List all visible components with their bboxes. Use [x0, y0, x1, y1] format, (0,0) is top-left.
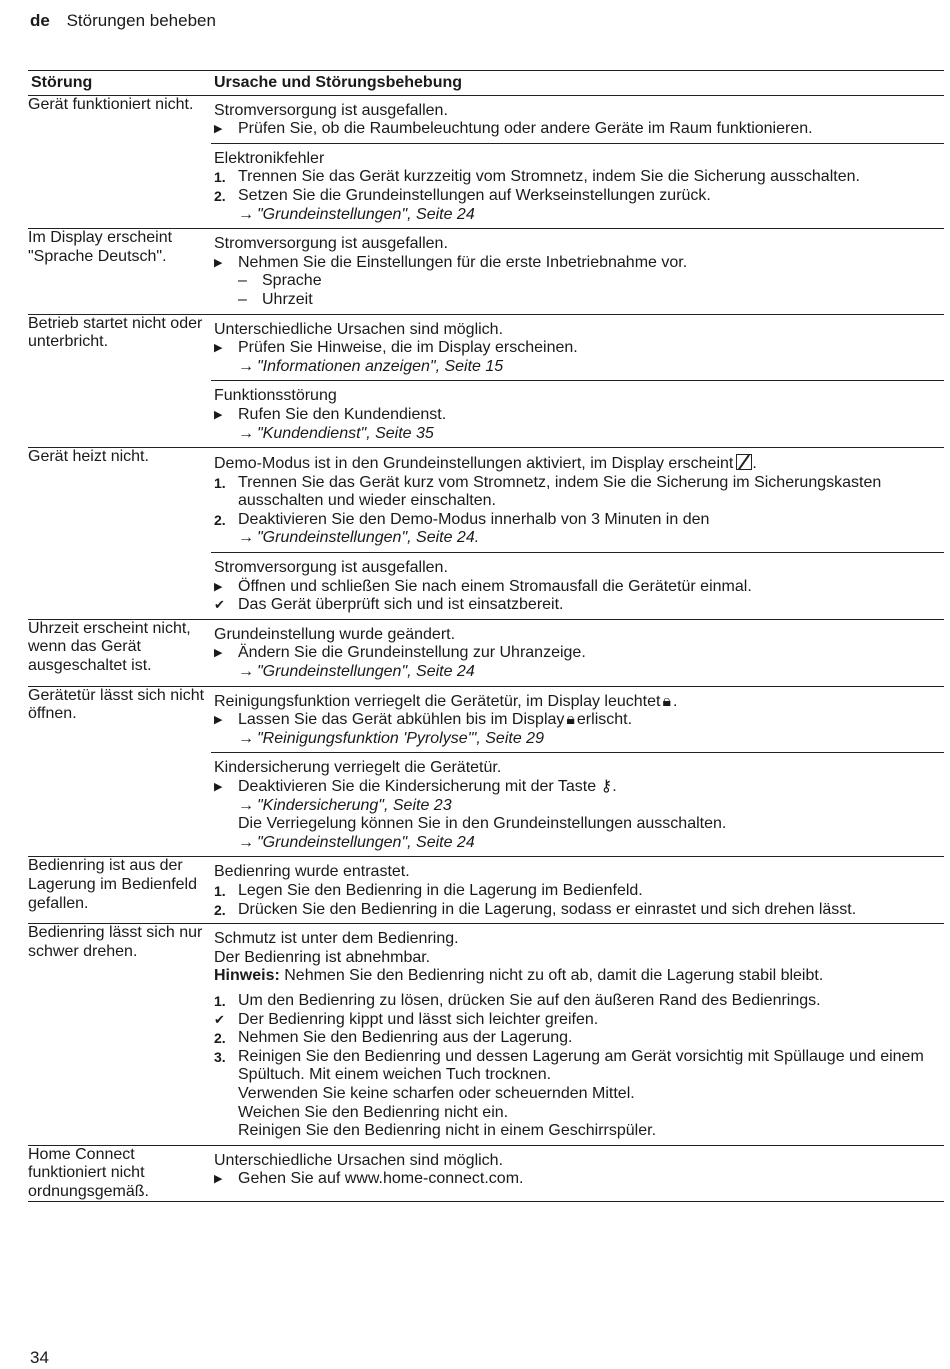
lock-icon: 🔒︎ — [566, 711, 575, 729]
item-text: Deaktivieren Sie den Demo-Modus innerhalb von 3 Minuten in den — [238, 510, 710, 528]
item-text: Deaktivieren Sie die Kindersicherung mit der Taste ⚷. — [238, 778, 617, 795]
page-header — [30, 11, 216, 31]
sub-item — [214, 291, 944, 310]
demo-mode-icon — [736, 454, 752, 470]
action-item — [214, 254, 944, 273]
column-header-fault: Störung — [28, 71, 211, 96]
cause-block — [211, 620, 944, 686]
fault-description: Bedienring ist aus der Lagerung im Bedienfeld gefallen. — [28, 857, 211, 924]
cause-block — [211, 552, 944, 619]
step-number: 1. — [214, 882, 226, 899]
hint-note — [214, 967, 944, 986]
item-text: Gehen Sie auf www.home-connect.com. — [238, 1170, 524, 1188]
cause-block — [211, 448, 944, 552]
action-item — [214, 406, 944, 425]
cause-text: Funktionsstörung — [214, 387, 337, 405]
item-text: Reinigen Sie den Bedienring und dessen Lagerung am Gerät vorsichtig mit Spüllauge und einem Spültuch. Mit einem weichen Tuch trocknen. — [238, 1047, 924, 1084]
table-row — [28, 924, 944, 1146]
action-item — [214, 339, 944, 358]
cause-and-remedy — [211, 314, 944, 448]
cross-reference — [214, 730, 944, 749]
step-number: 1. — [214, 992, 226, 1009]
hint-label: Hinweis: — [214, 967, 280, 985]
dash-icon: – — [238, 290, 247, 308]
cross-reference — [214, 834, 944, 853]
reference-text: "Grundeinstellungen", Seite 24 — [257, 833, 475, 851]
numbered-step — [214, 992, 944, 1011]
numbered-step — [214, 1029, 944, 1048]
checkmark-icon: ✔ — [214, 1011, 225, 1027]
cause-text: Unterschiedliche Ursachen sind möglich. — [214, 1151, 504, 1169]
cross-reference — [214, 797, 944, 816]
table-row — [28, 314, 944, 448]
item-text: Setzen Sie die Grundeinstellungen auf Werkseinstellungen zurück. — [238, 186, 711, 204]
reference-text: "Grundeinstellungen", Seite 24 — [257, 205, 475, 223]
action-item — [214, 778, 944, 797]
triangle-right-icon: ▶ — [214, 123, 223, 136]
cross-reference — [214, 529, 944, 548]
troubleshooting-table — [28, 70, 944, 1202]
cause-text-content: Demo-Modus ist in den Grundeinstellungen aktiviert, im Display erscheint — [214, 455, 734, 473]
step-number: 2. — [214, 1030, 226, 1047]
item-text: Drücken Sie den Bedienring in die Lagerung, sodass er einrastet und sich drehen lässt. — [238, 900, 857, 918]
action-item — [214, 120, 944, 139]
cause-block — [211, 143, 944, 228]
cause-text: Stromversorgung ist ausgefallen. — [214, 101, 448, 119]
fault-description: Betrieb startet nicht oder unterbricht. — [28, 314, 211, 448]
cause-and-remedy — [211, 686, 944, 857]
cross-reference — [214, 425, 944, 444]
continuation-text: Verwenden Sie keine scharfen oder scheuernden Mittel. — [238, 1084, 635, 1102]
numbered-step — [214, 1048, 944, 1085]
fault-description: Uhrzeit erscheint nicht, wenn das Gerät ausgeschaltet ist. — [28, 619, 211, 686]
triangle-right-icon: ▶ — [214, 647, 223, 660]
result-item — [214, 596, 944, 615]
action-item — [214, 578, 944, 597]
step-number: 2. — [214, 901, 226, 918]
cause-block — [211, 924, 944, 1145]
reference-text: "Reinigungsfunktion 'Pyrolyse'", Seite 29 — [257, 729, 544, 747]
cause-and-remedy — [211, 448, 944, 620]
reference-text: "Informationen anzeigen", Seite 15 — [257, 357, 504, 375]
table-row — [28, 686, 944, 857]
fault-description: Gerät funktioniert nicht. — [28, 95, 211, 229]
step-number: 1. — [214, 474, 226, 491]
arrow-right-icon: → — [238, 205, 254, 223]
page-number: 34 — [30, 1348, 49, 1367]
item-text: Legen Sie den Bedienring in die Lagerung im Bedienfeld. — [238, 881, 643, 899]
step-number: 1. — [214, 169, 226, 186]
item-text: Der Bedienring kippt und lässt sich leichter greifen. — [238, 1010, 599, 1028]
triangle-right-icon: ▶ — [214, 1173, 223, 1186]
cause-text: Elektronikfehler — [214, 149, 325, 167]
continuation-text: Die Verriegelung können Sie in den Grundeinstellungen ausschalten. — [238, 815, 727, 833]
cause-text: Kindersicherung verriegelt die Gerätetür. — [214, 759, 502, 777]
triangle-right-icon: ▶ — [214, 408, 223, 421]
item-text-suffix: erlischt. — [576, 711, 633, 729]
cross-reference — [214, 663, 944, 682]
cause-text — [214, 693, 944, 712]
item-text: Prüfen Sie, ob die Raumbeleuchtung oder andere Geräte im Raum funktionieren. — [238, 120, 813, 138]
item-text — [238, 711, 944, 730]
triangle-right-icon: ▶ — [214, 781, 223, 793]
result-item — [214, 1011, 944, 1030]
item-text-content: Lassen Sie das Gerät abkühlen bis im Display — [238, 711, 565, 729]
item-text: Öffnen und schließen Sie nach einem Stromausfall die Gerätetür einmal. — [238, 577, 752, 595]
triangle-right-icon: ▶ — [214, 256, 223, 269]
item-text: Ändern Sie die Grundeinstellung zur Uhranzeige. — [238, 644, 586, 662]
item-text: Nehmen Sie den Bedienring aus der Lagerung. — [238, 1029, 573, 1047]
dash-icon: – — [238, 272, 247, 290]
cause-text-content: Reinigungsfunktion verriegelt die Gerätetür, im Display leuchtet — [214, 692, 661, 710]
numbered-step — [214, 187, 944, 206]
cause-block — [211, 380, 944, 447]
triangle-right-icon: ▶ — [214, 580, 223, 593]
numbered-step — [214, 901, 944, 920]
cause-and-remedy — [211, 229, 944, 314]
fault-description: Gerät heizt nicht. — [28, 448, 211, 620]
item-text: Prüfen Sie Hinweise, die im Display erscheinen. — [238, 339, 578, 357]
item-text: Das Gerät überprüft sich und ist einsatzbereit. — [238, 596, 564, 614]
cross-reference — [214, 206, 944, 225]
item-text: Um den Bedienring zu lösen, drücken Sie auf den äußeren Rand des Bedienrings. — [238, 991, 821, 1009]
triangle-right-icon: ▶ — [214, 714, 223, 727]
reference-text: "Kundendienst", Seite 35 — [257, 424, 434, 442]
cause-block — [211, 857, 944, 923]
cause-and-remedy — [211, 1145, 944, 1202]
cause-block — [211, 229, 944, 313]
cause-and-remedy — [211, 857, 944, 924]
table-header-row — [28, 71, 944, 96]
fault-description: Bedienring lässt sich nur schwer drehen. — [28, 924, 211, 1146]
step-number: 2. — [214, 511, 226, 528]
cause-block — [211, 96, 944, 143]
cause-text: Bedienring wurde entrastet. — [214, 863, 410, 881]
action-item — [214, 711, 944, 730]
step-number: 3. — [214, 1048, 226, 1065]
column-header-cause: Ursache und Störungsbehebung — [211, 71, 944, 96]
reference-text: "Grundeinstellungen", Seite 24 — [257, 663, 475, 681]
sub-item-text: Sprache — [262, 272, 322, 290]
continuation-text: Reinigen Sie den Bedienring nicht in einem Geschirrspüler. — [238, 1122, 657, 1140]
cause-and-remedy — [211, 95, 944, 229]
numbered-step — [214, 168, 944, 187]
reference-text: "Kindersicherung", Seite 23 — [257, 796, 452, 814]
numbered-step — [214, 511, 944, 530]
cause-text-suffix: . — [672, 692, 678, 710]
cause-block — [211, 687, 944, 753]
item-text: Trennen Sie das Gerät kurzzeitig vom Stromnetz, indem Sie die Sicherung ausschalten. — [238, 168, 860, 186]
sub-item — [214, 272, 944, 291]
cause-block — [211, 752, 944, 856]
item-text: Trennen Sie das Gerät kurz vom Stromnetz, indem Sie die Sicherung im Sicherungskasten ausschalten und wieder einschalten. — [238, 473, 882, 510]
arrow-right-icon: → — [238, 357, 254, 375]
table-row — [28, 1145, 944, 1202]
cause-and-remedy — [211, 924, 944, 1146]
arrow-right-icon: → — [238, 424, 254, 442]
cause-text: Demo-Modus ist in den Grundeinstellungen aktiviert, im Display erscheint . — [214, 455, 757, 473]
continuation-text: Weichen Sie den Bedienring nicht ein. — [238, 1103, 509, 1121]
arrow-right-icon: → — [238, 729, 254, 747]
fault-description: Im Display erscheint "Sprache Deutsch". — [28, 229, 211, 314]
table-row — [28, 857, 944, 924]
fault-description: Home Connect funktioniert nicht ordnungsgemäß. — [28, 1145, 211, 1202]
action-item — [214, 1170, 944, 1189]
hint-text: Nehmen Sie den Bedienring nicht zu oft ab, damit die Lagerung stabil bleibt. — [284, 967, 824, 985]
step-number: 2. — [214, 187, 226, 204]
cause-block — [211, 1146, 944, 1193]
cause-text: Unterschiedliche Ursachen sind möglich. — [214, 320, 504, 338]
cause-text: Stromversorgung ist ausgefallen. — [214, 235, 448, 253]
arrow-right-icon: → — [238, 796, 254, 814]
cause-text: Schmutz ist unter dem Bedienring. — [214, 930, 459, 948]
lock-icon: 🔒︎ — [662, 692, 671, 710]
arrow-right-icon: → — [238, 529, 254, 547]
action-item — [214, 644, 944, 663]
table-row — [28, 448, 944, 620]
cause-and-remedy — [211, 619, 944, 686]
item-text: Rufen Sie den Kundendienst. — [238, 405, 447, 423]
section-title: Störungen beheben — [66, 11, 216, 30]
triangle-right-icon: ▶ — [214, 342, 223, 355]
arrow-right-icon: → — [238, 663, 254, 681]
table-row — [28, 619, 944, 686]
item-text: Nehmen Sie die Einstellungen für die erste Inbetriebnahme vor. — [238, 253, 688, 271]
table-row — [28, 229, 944, 314]
arrow-right-icon: → — [238, 833, 254, 851]
reference-text: "Grundeinstellungen", Seite 24. — [257, 529, 480, 547]
cause-text: Grundeinstellung wurde geändert. — [214, 625, 456, 643]
cause-text: Der Bedienring ist abnehmbar. — [214, 948, 431, 966]
cause-block — [211, 315, 944, 381]
table-row — [28, 95, 944, 229]
language-tag: de — [30, 11, 50, 30]
numbered-step — [214, 882, 944, 901]
cause-text: Stromversorgung ist ausgefallen. — [214, 559, 448, 577]
checkmark-icon: ✔ — [214, 597, 225, 613]
cross-reference — [214, 358, 944, 377]
sub-item-text: Uhrzeit — [262, 290, 313, 308]
numbered-step — [214, 474, 944, 511]
fault-description: Gerätetür lässt sich nicht öffnen. — [28, 686, 211, 857]
